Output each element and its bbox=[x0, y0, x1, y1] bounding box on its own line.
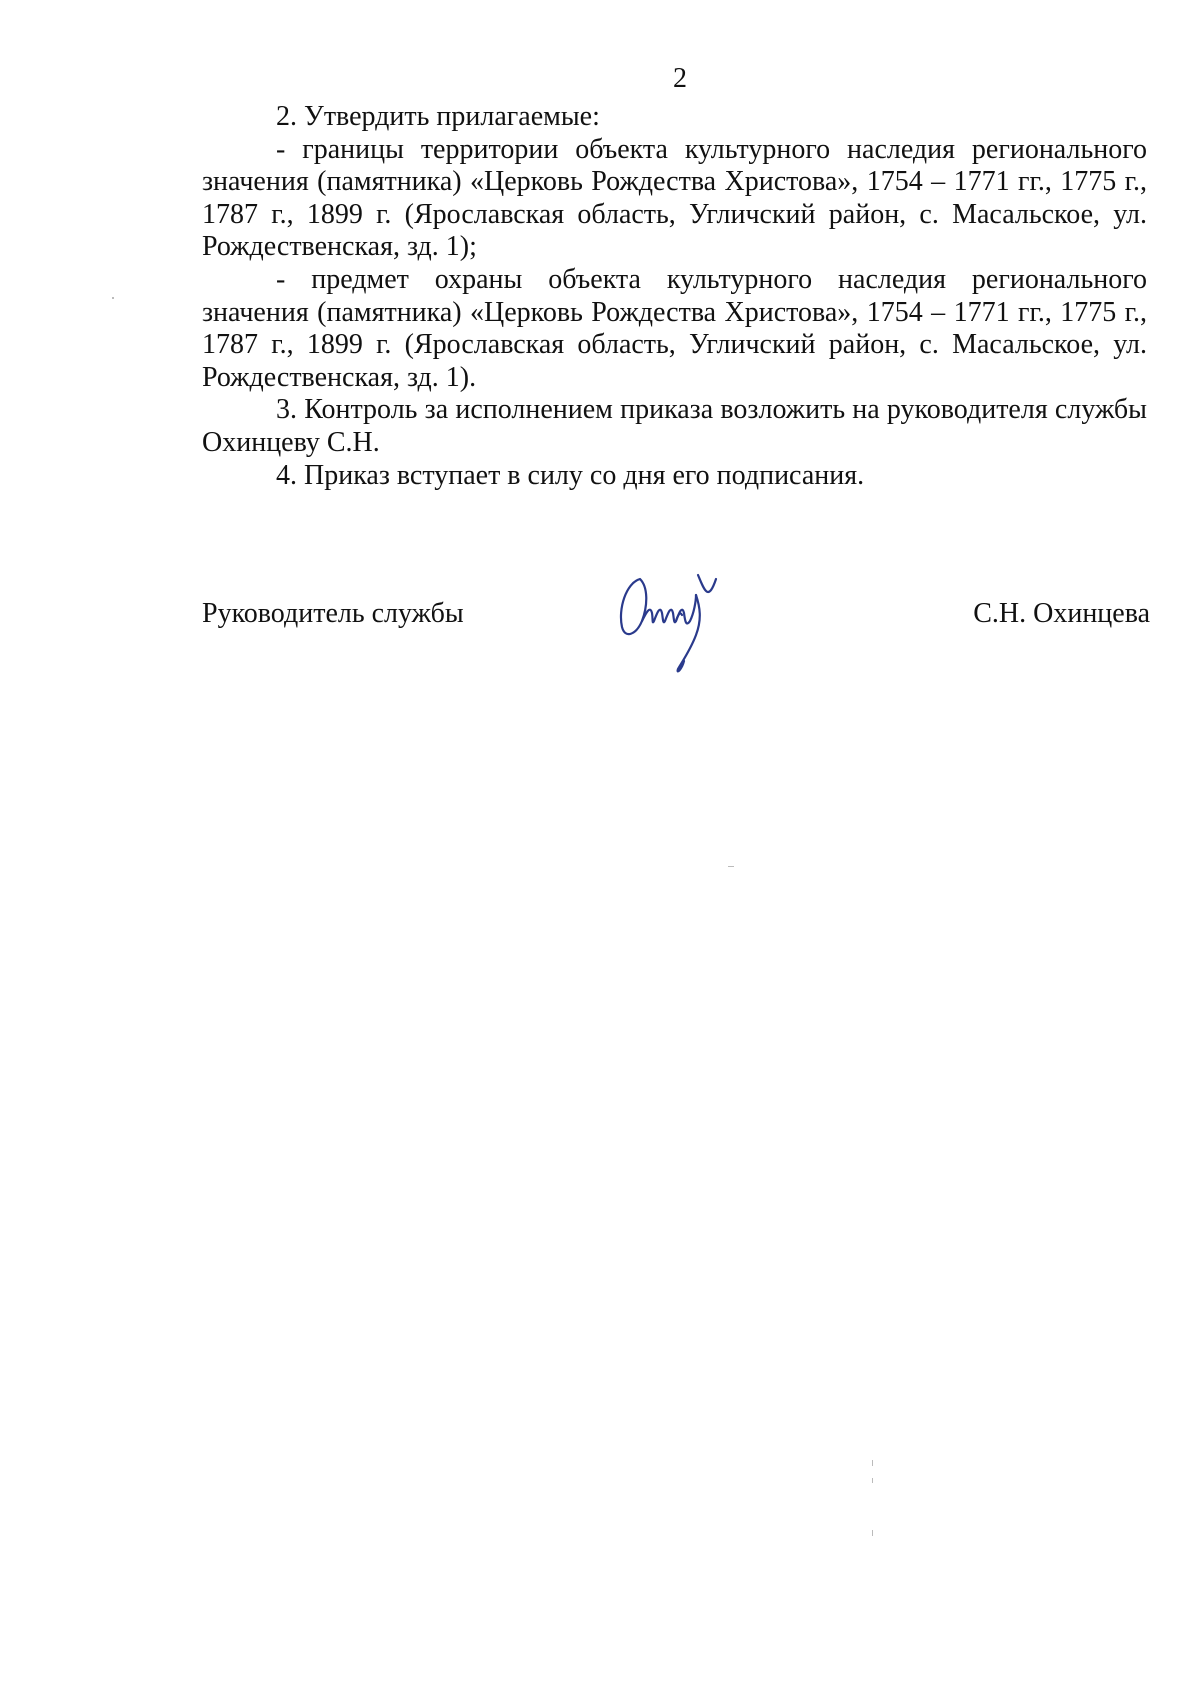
scan-speck bbox=[728, 866, 734, 867]
paragraph-effective-date: 4. Приказ вступает в силу со дня его подписания. bbox=[276, 459, 865, 491]
signatory-name: С.Н. Охинцева bbox=[973, 598, 1150, 629]
signatory-title: Руководитель службы bbox=[202, 598, 464, 629]
handwritten-signature bbox=[612, 565, 742, 675]
scan-speck bbox=[872, 1478, 873, 1483]
paragraph-territory-borders: - границы территории объекта культурного наследия регионального значения (памятника) «Церковь Рождества Христова», 1754 – 1771 гг., 1775 г., 1787 г., 1899 г. (Ярославская область, Угличский район, с. Масальское, ул. Рождественская, зд. 1); bbox=[202, 133, 1147, 263]
page-number: 2 bbox=[673, 63, 687, 94]
document-body bbox=[202, 101, 1147, 492]
paragraph-protection-subject: - предмет охраны объекта культурного наследия регионального значения (памятника) «Церковь Рождества Христова», 1754 – 1771 гг., 1775 г., 1787 г., 1899 г. (Ярославская область, Угличский район, с. Масальское, ул. Рождественская, зд. 1). bbox=[202, 263, 1147, 393]
paragraph-approve: 2. Утвердить прилагаемые: bbox=[276, 101, 600, 132]
scan-speck bbox=[872, 1530, 873, 1536]
paragraph-control: 3. Контроль за исполнением приказа возложить на руководителя службы Охинцеву С.Н. bbox=[202, 394, 1147, 458]
scan-speck bbox=[872, 1460, 873, 1466]
scan-speck bbox=[112, 297, 114, 299]
